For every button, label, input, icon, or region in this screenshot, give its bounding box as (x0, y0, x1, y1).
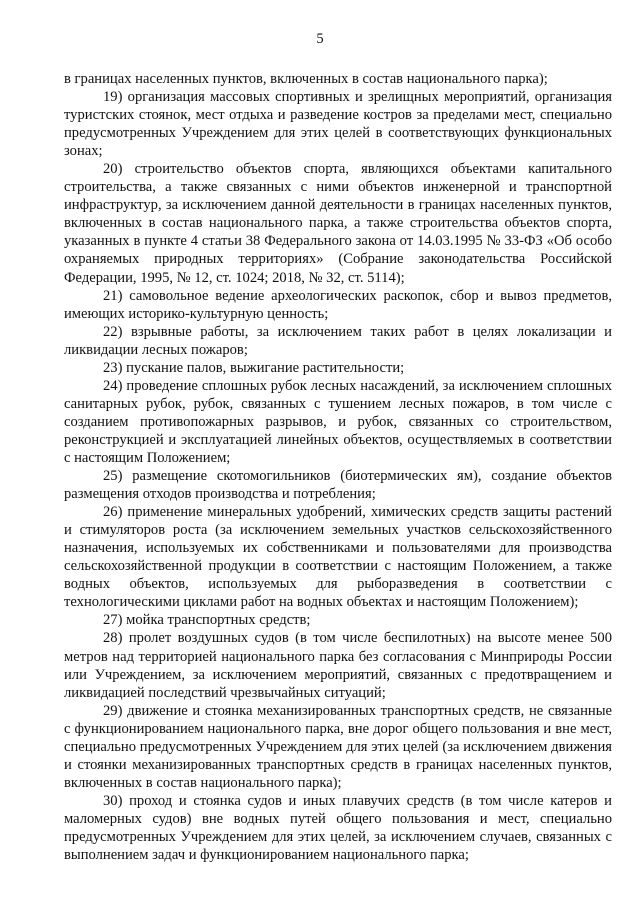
paragraph-item-26: 26) применение минеральных удобрений, химических средств защиты растений и стимуляторов роста (за исключением земельных участков сельскохозяйственного назначения, используемых их собственниками и пользователями для производства сельскохозяйственной продукции в соответствии с настоящим Положением, а также водных объектов, используемых для рыборазведения в соответствии с технологическими циклами работ на водных объектах и настоящим Положением); (64, 504, 612, 611)
paragraph-item-22: 22) взрывные работы, за исключением таких работ в целях локализации и ликвидации лесных пожаров; (64, 323, 612, 358)
paragraph-item-19: 19) организация массовых спортивных и зрелищных мероприятий, организация туристских стоянок, мест отдыха и разведение костров за пределами мест, специально предусмотренных Учреждением для этих целей в соответствующих функциональных зонах; (64, 89, 612, 160)
paragraph-item-21: 21) самовольное ведение археологических раскопок, сбор и вывоз предметов, имеющих историко-культурную ценность; (64, 287, 612, 322)
paragraph-item-23: 23) пускание палов, выжигание растительности; (103, 359, 405, 376)
page-number: 5 (316, 31, 324, 47)
paragraph-item-24: 24) проведение сплошных рубок лесных насаждений, за исключением сплошных санитарных рубок, рубок, связанных с тушением лесных пожаров, в том числе с созданием противопожарных разрывов, и рубок, связанных со строительством, реконструкцией и эксплуатацией линейных объектов, осуществляемых в соответствии с настоящим Положением; (64, 377, 612, 466)
paragraph-item-28: 28) пролет воздушных судов (в том числе беспилотных) на высоте менее 500 метров над территорией национального парка без согласования с Минприроды России или Учреждением, за исключением мероприятий, связанных с предотвращением и ликвидацией последствий чрезвычайных ситуаций; (64, 630, 612, 701)
paragraph-item-29: 29) движение и стоянка механизированных транспортных средств, не связанные с функционированием национального парка, вне дорог общего пользования и вне мест, специально предусмотренных Учреждением для этих целей (за исключением движения и стоянки механизированных транспортных средств в границах населенных пунктов, включенных в состав национального парка); (64, 702, 612, 791)
paragraph-continuation: в границах населенных пунктов, включенных в состав национального парка); (64, 71, 548, 87)
paragraph-item-30: 30) проход и стоянка судов и иных плавучих средств (в том числе катеров и маломерных судов) вне водных путей общего пользования и мест, специально предусмотренных Учреждением для этих целей, за исключением случаев, связанных с выполнением задач и функционированием национального парка; (64, 792, 612, 864)
paragraph-item-20: 20) строительство объектов спорта, являющихся объектами капитального строительства, а также связанных с ними объектов инженерной и транспортной инфраструктур, за исключением данной деятельности в границах населенных пунктов, включенных в состав национального парка, а также строительства объектов спорта, указанных в пункте 4 статьи 38 Федерального закона от 14.03.1995 № 33-ФЗ «Об особо охраняемых природных территориях» (Собрание законодательства Российской Федерации, 1995, № 12, ст. 1024; 2018, № 32, ст. 5114); (64, 161, 612, 286)
document-body (64, 70, 612, 864)
paragraph-item-27: 27) мойка транспортных средств; (103, 612, 311, 629)
paragraph-item-25: 25) размещение скотомогильников (биотермических ям), создание объектов размещения отходов производства и потребления; (64, 468, 612, 503)
